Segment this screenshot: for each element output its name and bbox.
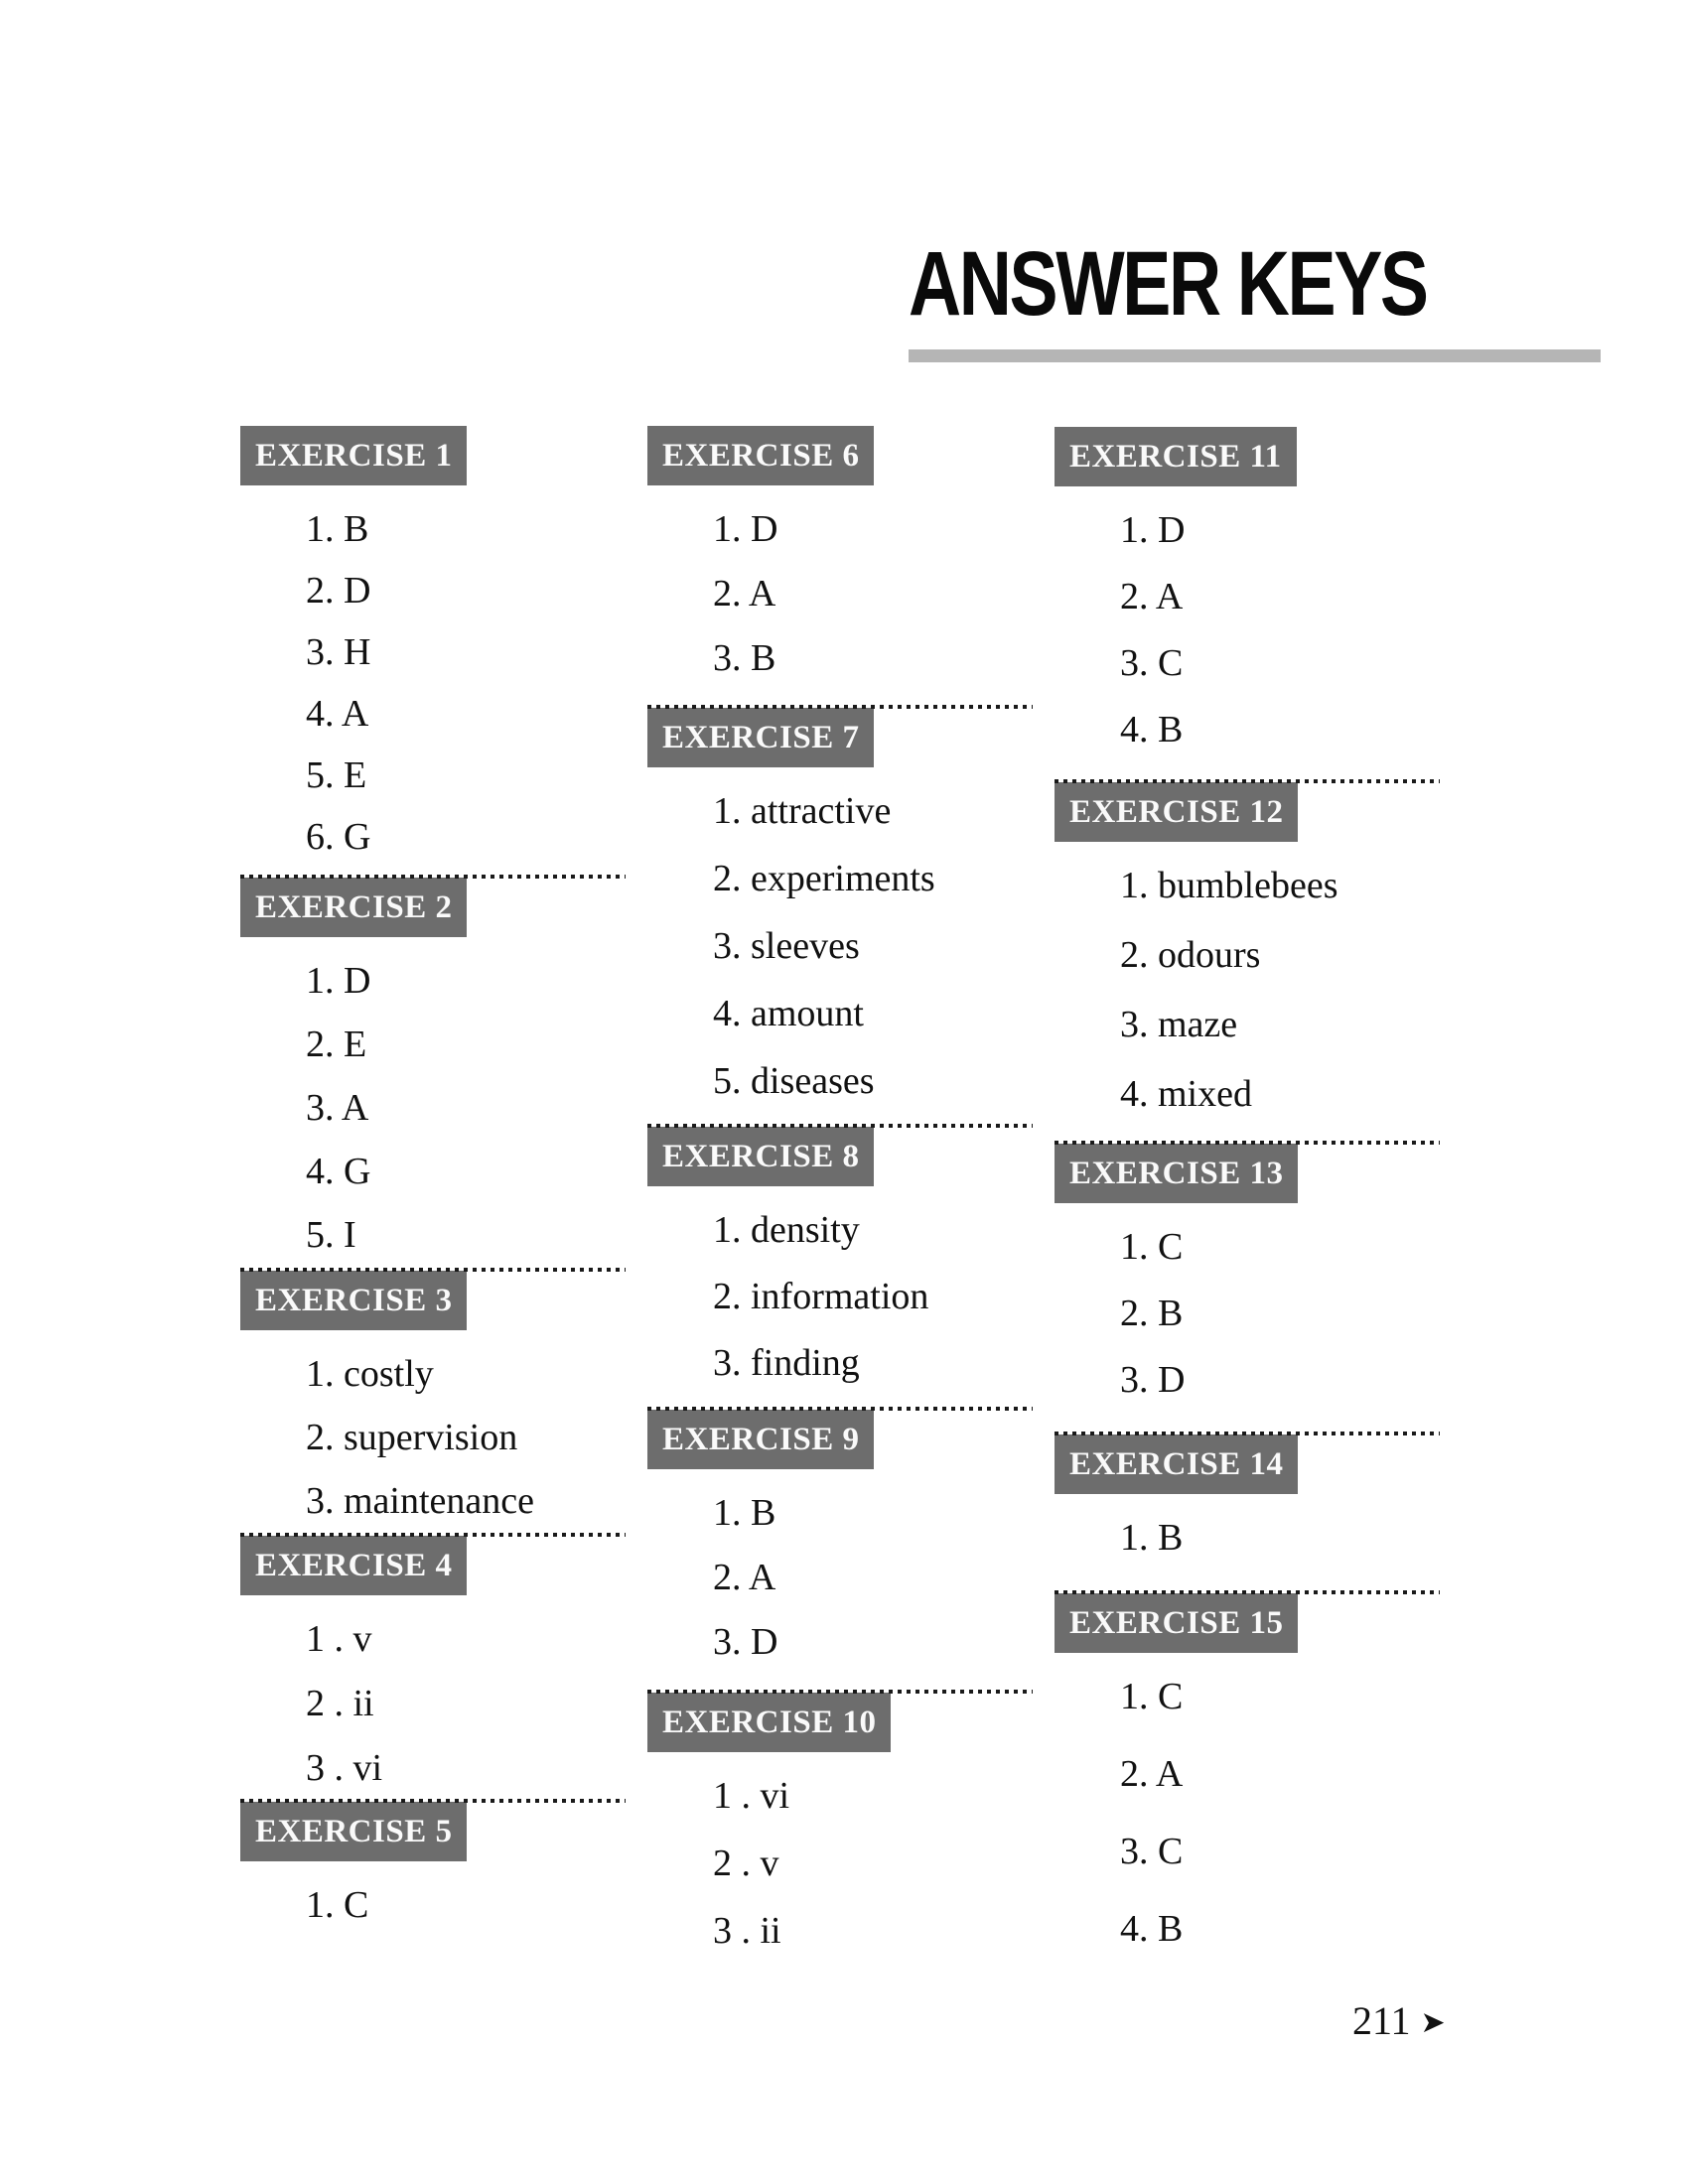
exercise-header: EXERCISE 5 <box>240 1802 467 1861</box>
dotted-divider <box>1055 779 1440 783</box>
exercise-header: EXERCISE 1 <box>240 426 467 485</box>
answer-item: 2. supervision <box>306 1417 518 1458</box>
title-underline-bar <box>909 349 1601 362</box>
answer-item: 4. B <box>1120 1908 1184 1950</box>
exercise-header: EXERCISE 13 <box>1055 1144 1298 1203</box>
dotted-divider <box>647 705 1033 709</box>
answer-item: 1. bumblebees <box>1120 865 1338 906</box>
answer-item: 3. A <box>306 1087 369 1129</box>
exercise-header: EXERCISE 7 <box>647 708 874 767</box>
section-exercise-4 <box>240 1536 628 1792</box>
answer-item: 2. A <box>1120 576 1184 617</box>
section-exercise-5 <box>240 1802 628 1929</box>
answer-item: 4. mixed <box>1120 1073 1252 1115</box>
exercise-header: EXERCISE 11 <box>1055 427 1297 486</box>
answer-item: 2. information <box>713 1276 929 1317</box>
answer-item: 5. E <box>306 754 367 796</box>
exercise-header: EXERCISE 6 <box>647 426 874 485</box>
answer-item: 2. odours <box>1120 934 1261 976</box>
answer-item: 1. B <box>306 508 369 550</box>
exercise-header: EXERCISE 10 <box>647 1693 891 1752</box>
answer-item: 1. B <box>713 1492 776 1534</box>
exercise-header: EXERCISE 8 <box>647 1127 874 1186</box>
section-exercise-8 <box>647 1127 1035 1387</box>
answer-item: 4. B <box>1120 709 1184 751</box>
section-exercise-6 <box>647 426 1035 682</box>
answer-item: 2. B <box>1120 1293 1184 1334</box>
answer-item: 2 . ii <box>306 1683 374 1724</box>
exercise-header: EXERCISE 9 <box>647 1410 874 1469</box>
dotted-divider <box>1055 1141 1440 1145</box>
answer-item: 3 . vi <box>306 1747 383 1789</box>
dotted-divider <box>240 1533 626 1537</box>
section-exercise-9 <box>647 1410 1035 1666</box>
section-exercise-14 <box>1055 1434 1442 1562</box>
exercise-header: EXERCISE 2 <box>240 878 467 937</box>
answer-item: 3. C <box>1120 642 1184 684</box>
answer-item: 1 . vi <box>713 1775 790 1817</box>
dotted-divider <box>1055 1590 1440 1594</box>
answer-item: 5. diseases <box>713 1060 875 1102</box>
answer-item: 3. finding <box>713 1342 860 1384</box>
answer-item: 1. costly <box>306 1353 434 1395</box>
section-exercise-12 <box>1055 782 1442 1118</box>
answer-item: 1. D <box>306 960 371 1002</box>
answer-item: 3. sleeves <box>713 925 860 967</box>
answer-item: 4. A <box>306 693 369 735</box>
exercise-header: EXERCISE 14 <box>1055 1434 1298 1494</box>
answer-item: 3. D <box>713 1621 778 1663</box>
dotted-divider <box>240 1268 626 1272</box>
answer-item: 4. amount <box>713 993 864 1034</box>
answer-item: 1. C <box>1120 1226 1184 1268</box>
section-exercise-13 <box>1055 1144 1442 1404</box>
dotted-divider <box>647 1690 1033 1694</box>
answer-item: 3. D <box>1120 1359 1186 1401</box>
answer-item: 2. A <box>713 573 776 614</box>
section-exercise-11 <box>1055 427 1442 753</box>
dotted-divider <box>1055 1432 1440 1435</box>
answer-item: 2. E <box>306 1024 367 1065</box>
dotted-divider <box>240 1799 626 1803</box>
answer-item: 3 . ii <box>713 1910 781 1952</box>
answer-item: 2 . v <box>713 1843 779 1884</box>
answer-item: 1. B <box>1120 1517 1184 1559</box>
answer-item: 2. experiments <box>713 858 935 899</box>
section-exercise-2 <box>240 878 628 1259</box>
page-arrow-icon: ➤ <box>1420 2006 1446 2039</box>
answer-item: 2. D <box>306 570 371 612</box>
exercise-header: EXERCISE 15 <box>1055 1593 1298 1653</box>
answer-item: 5. I <box>306 1214 356 1256</box>
section-exercise-15 <box>1055 1593 1442 1953</box>
section-exercise-1 <box>240 426 628 861</box>
answer-item: 4. G <box>306 1151 371 1192</box>
answer-item: 1. attractive <box>713 790 892 832</box>
section-exercise-3 <box>240 1271 628 1525</box>
answer-item: 1. C <box>1120 1676 1184 1717</box>
page-number-value: 211 <box>1352 1998 1411 2043</box>
answer-item: 3. B <box>713 637 776 679</box>
answer-item: 3. H <box>306 631 371 673</box>
exercise-header: EXERCISE 3 <box>240 1271 467 1330</box>
answer-item: 3. maintenance <box>306 1480 535 1522</box>
answer-item: 3. C <box>1120 1831 1184 1872</box>
dotted-divider <box>647 1407 1033 1411</box>
exercise-header: EXERCISE 4 <box>240 1536 467 1595</box>
answer-item: 1. C <box>306 1884 369 1926</box>
answer-item: 1. D <box>1120 509 1186 551</box>
dotted-divider <box>647 1124 1033 1128</box>
answer-item: 2. A <box>713 1557 776 1598</box>
page-number <box>1352 1997 1446 2047</box>
answer-item: 1 . v <box>306 1618 372 1660</box>
answer-item: 1. density <box>713 1209 860 1251</box>
section-exercise-10 <box>647 1693 1035 1955</box>
dotted-divider <box>240 875 626 879</box>
answer-item: 2. A <box>1120 1753 1184 1795</box>
exercise-header: EXERCISE 12 <box>1055 782 1298 842</box>
answer-item: 6. G <box>306 816 371 858</box>
section-exercise-7 <box>647 708 1035 1105</box>
answer-item: 1. D <box>713 508 778 550</box>
answer-item: 3. maze <box>1120 1004 1238 1045</box>
page-title: ANSWER KEYS <box>909 233 1427 335</box>
